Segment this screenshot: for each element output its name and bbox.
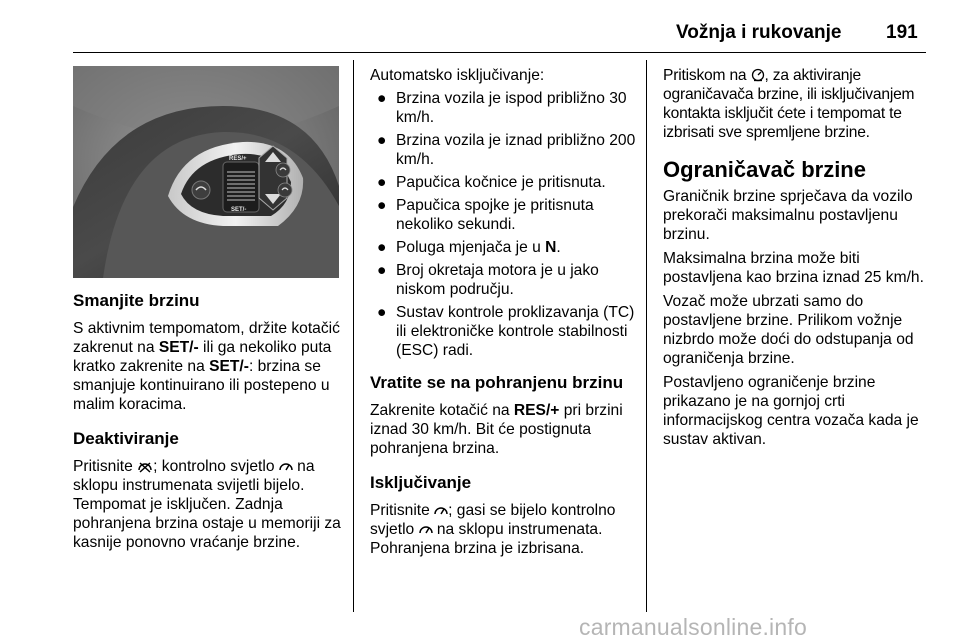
list-item: ● Papučica kočnice je pritisnuta. — [377, 174, 606, 191]
column-divider-1 — [353, 60, 354, 612]
list-item: ● Broj okretaja motora je u jako niskom području. — [377, 262, 599, 298]
paragraph-reduce-speed: S aktivnim tempomatom, držite kotačić zakrenut na SET/- ili ga nekoliko puta kratko zakrenite na SET/-: brzina se smanjuje kontinuirano ili postepeno u malim koracima. — [73, 320, 340, 413]
column-3 — [663, 66, 927, 454]
auto-off-list — [370, 89, 638, 360]
column-divider-2 — [646, 60, 647, 612]
list-item: ● Brzina vozila je ispod približno 30 km/h. — [377, 90, 627, 126]
paragraph-limiter-3: Vozač može ubrzati samo do postavljene brzine. Prilikom vožnje nizbrdo može doći do odstupanja od ograničenja brzine. — [663, 293, 914, 367]
list-item: ● Papučica spojke je pritisnuta nekoliko sekundi. — [377, 197, 594, 233]
paragraph-press-limiter: Pritiskom na , za aktiviranje ograničavača brzine, ili isključivanjem kontakta isključit ćete i tempomat te izbrisati sve spremljene brzine. — [663, 67, 915, 141]
page-header-title: Vožnja i rukovanje — [676, 22, 842, 43]
column-2 — [370, 66, 638, 563]
steering-wheel-controls-photo — [73, 66, 339, 278]
cruise-control-indicator-icon — [419, 523, 433, 536]
heading-reduce-speed: Smanjite brzinu — [73, 291, 200, 310]
heading-speed-limiter: Ograničavač brzine — [663, 157, 866, 182]
column-1 — [73, 290, 345, 557]
cruise-cancel-icon — [137, 460, 153, 473]
heading-return-stored-speed: Vratite se na pohranjenu brzinu — [370, 373, 624, 392]
paragraph-limiter-4: Postavljeno ograničenje brzine prikazano je na gornjoj crti informacijskog centra vozača kada je sustav aktivan. — [663, 374, 919, 448]
wheel-label-res: RES/+ — [229, 156, 247, 162]
heading-deactivate: Deaktiviranje — [73, 429, 179, 448]
auto-off-title: Automatsko isključivanje: — [370, 67, 545, 84]
cruise-control-indicator-icon — [279, 460, 293, 473]
list-item: ● Poluga mjenjača je u N. — [377, 239, 561, 256]
header-rule — [73, 52, 926, 53]
paragraph-limiter-1: Graničnik brzine sprječava da vozilo prekorači maksimalnu postavljenu brzinu. — [663, 188, 913, 243]
heading-switch-off: Isključivanje — [370, 473, 472, 492]
list-item: ● Brzina vozila je iznad približno 200 km/h. — [377, 132, 636, 168]
paragraph-limiter-2: Maksimalna brzina može biti postavljena kao brzina iznad 25 km/h. — [663, 250, 924, 286]
wheel-label-set: SET/- — [231, 207, 247, 213]
page-number: 191 — [886, 22, 918, 43]
paragraph-deactivate: Pritisnite ; kontrolno svjetlo na sklopu instrumenata svijetli bijelo. Tempomat je isključen. Zadnja pohranjena brzina ostaje u memoriji za kasnije ponovno vraćanje brzine. — [73, 458, 341, 551]
paragraph-switch-off: Pritisnite ; gasi se bijelo kontrolno svjetlo na sklopu instrumenata. Pohranjena brzina je izbrisana. — [370, 502, 616, 557]
cruise-control-button-icon — [434, 504, 448, 517]
speed-limiter-button-icon — [751, 68, 765, 82]
paragraph-return-stored-speed: Zakrenite kotačić na RES/+ pri brzini iznad 30 km/h. Bit će postignuta pohranjena brzina. — [370, 402, 623, 457]
watermark: carmanualsonline.info — [579, 614, 807, 640]
list-item: ● Sustav kontrole proklizavanja (TC) ili elektroničke kontrole stabilnosti (ESC) radi. — [377, 304, 635, 359]
